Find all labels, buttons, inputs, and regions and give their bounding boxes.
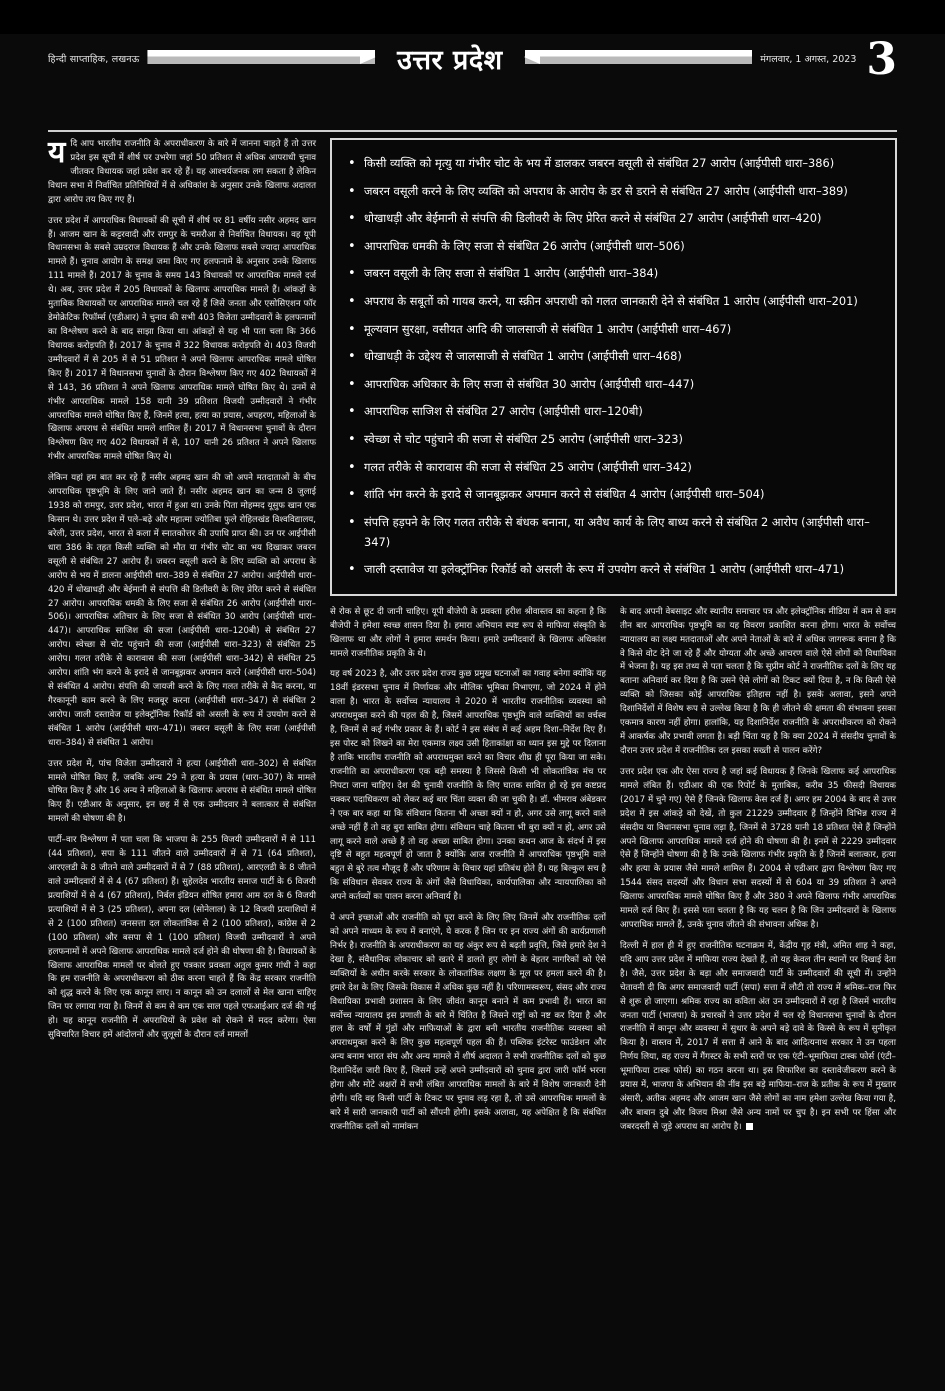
- paragraph: लेकिन यहां हम बात कर रहे हैं नसीर अहमद खान की जो अपने मतदाताओं के बीच आपराधिक पृष्ठभूमि के लिए जाने जाते हैं। नसीर अहमद खान का जन्म 8 जुलाई 1938 को रामपुर, उत्तर प्रदेश, भारत में हुआ था। उनके पिता मोहम्मद यूसुफ खान एक किसान थे। उत्तर प्रदेश में पले–बढ़े और महात्मा ज्योतिबा फुले रोहिलखंड विश्वविद्यालय, बरेली, उत्तर प्रदेश, भारत से कला में स्नातकोत्तर की उपाधि प्राप्त की। उन पर आईपीसी धारा 386 के तहत किसी व्यक्ति को मौत या गंभीर चोट का भय दिखाकर जबरन वसूली से संबंधित 27 आरोप हैं। जबरन वसूली करने के लिए व्यक्ति को अपराध के आरोप से भय में डालना आईपीसी धारा–389 से संबंधित 27 आरोप। आईपीसी धारा–420 में धोखाधड़ी और बेईमानी से संपत्ति की डिलीवरी के लिए प्रेरित करने से संबंधित 27 आरोप। आपराधिक धमकी के लिए सजा से संबंधित 26 आरोप (आईपीसी धारा–506)। आपराधिक अतिचार के लिए सजा से संबंधित 30 आरोप (आईपीसी धारा–447)। आपराधिक साजिश की सजा (आईपीसी धारा–120बी) से संबंधित 27 आरोप। स्वेच्छा से चोट पहुंचाने की सजा (आईपीसी धारा–323) से संबंधित 25 आरोप। गलत तरीके से कारावास की सजा (आईपीसी धारा–342) से संबंधित 25 आरोप। शांति भंग करने के इरादे से जानबूझकर अपमान करने (आईपीसी धारा–504) से संबंधित 4 आरोप। संपत्ति की जायजी करने के लिए गलत तरीके से कैद करना, या गैरकानूनी काम करने के लिए मजबूर करना (आईपीसी धारा–347) से संबंधित 2 आरोप। जाली दस्तावेज या इलेक्ट्रॉनिक रिकॉर्ड को असली के रूप में उपयोग करने से संबंधित 1 आरोप (आईपीसी धारा–471)। जबरन वसूली के लिए सजा (आईपीसी धारा–384) से संबंधित 1 आरोप।: [48, 473, 316, 748]
- masthead-left-bar: [147, 50, 375, 64]
- masthead: [48, 34, 897, 96]
- paragraph: के बाद अपनी वेबसाइट और स्थानीय समाचार पत्र और इलेक्ट्रॉनिक मीडिया में कम से कम तीन बार आपराधिक पृष्ठभूमि का यह विवरण प्रकाशित करना होगा। भारत के सर्वोच्च न्यायालय का लक्ष्य मतदाताओं और अपने नेताओं के बारे में अधिक जागरूक बनाना है कि वे किसे वोट देने जा रहे हैं और योग्यता और अच्छे आचरण वाले ऐसे लोगों को विधायिका में भेजना है। यह इस तथ्य से पता चलता है कि सुप्रीम कोर्ट ने राजनीतिक दलों के लिए यह बताना अनिवार्य कर दिया है कि उसने ऐसे लोगों को टिकट क्यों दिया है, न कि किसी ऐसे व्यक्ति को जिसका कोई आपराधिक इतिहास नहीं है। इसके अलावा, इसने अपने दिशानिर्देशों में विशेष रूप से उल्लेख किया है कि ही जीतने की क्षमता की संभावना इसका एकमात्र कारण नहीं होगा। हालांकि, यह दिशानिर्देश राजनीति के अपराधीकरण को रोकने में आकर्षक और प्रभावी लगता है। बड़ी चिंता यह है कि क्या 2024 में संसदीय चुनावों के दौरान उत्तर प्रदेश में राजनीतिक दल इसका सख्ती से पालन करेंगे?: [619, 606, 896, 756]
- masthead-title: उत्तर प्रदेश: [397, 44, 503, 76]
- list-item: • जबरन वसूली करने के लिए व्यक्ति को अपराध के आरोप के डर से डराने से संबंधित 27 आरोप (आईपीसी धारा–389): [362, 182, 879, 202]
- paragraph: उत्तर प्रदेश एक और ऐसा राज्य है जहां कई विधायक हैं जिनके खिलाफ कई आपराधिक मामले लंबित हैं। एडीआर की एक रिपोर्ट के मुताबिक, करीब 35 फीसदी विधायक (2017 में चुने गए) ऐसे हैं जिनके खिलाफ केस दर्ज हैं। अगर हम 2004 के बाद से उत्तर प्रदेश में इस आंकड़े को देखें, तो कुल 21229 उम्मीदवार हैं जिन्होंने विभिन्न राज्य में संसदीय या विधानसभा चुनाव लड़ा है, जिनमें से 3728 यानी 18 प्रतिशत ऐसे हैं जिन्होंने अपने खिलाफ आपराधिक मामले दर्ज होने की घोषणा की है। इनमें से 2229 उम्मीदवार ऐसे हैं जिन्होंने घोषणा की है कि उनके खिलाफ गंभीर प्रकृति के हैं जिनमें बलात्कार, हत्या और हत्या के प्रयास जैसे मामले शामिल हैं। 2004 से एडीआर द्वारा विश्लेषण किए गए 1544 संसद सदस्यों और विधान सभा सदस्यों में से 604 या 39 प्रतिशत ने अपने खिलाफ आपराधिक मामले घोषित किए हैं और 380 ने अपने खिलाफ गंभीर आपराधिक मामले दर्ज किए हैं। इससे पता चलता है कि यह चलन है कि जिन उम्मीदवारों के खिलाफ आपराधिक मामले हैं, उनके चुनाव जीतने की संभावना अधिक है।: [619, 766, 896, 931]
- list-item: • आपराधिक साजिश से संबंधित 27 आरोप (आईपीसी धारा–120बी): [362, 402, 879, 422]
- paragraph: ये अपने इच्छाओं और राजनीति को पूरा करने के लिए लिए जिनमें और राजनीतिक दलों को अपने माध्यम के रूप में बनाएंगे, ये करक हैं जिन पर इन राज्य अंगों की कार्यप्रणाली निर्भर है। राजनीति के अपराधीकरण का यह अंकुर रूप से बढ़ती प्रवृत्ति, जिसे हमारे देश ने देखा है, संवैधानिक लोकाचार को खतरे में डालते हुए लोगों के बेहतर नागरिकों को ऐसे व्यक्तियों के अधीन करके सरकार के लोकतांत्रिक लक्षण के मूल पर हमला करने की है। हमारे देश के लिए जिसके विकास में अधिक कुछ नहीं है। परिणामस्वरूप, संसद और राज्य विधायिका प्रभावी प्रशासन के लिए जीवंत कानून बनाने में कम प्रभावी हैं। भारत का सर्वोच्च न्यायालय इस प्रणाली के बारे में चिंतित है जिसने राष्ट्रों को नष्ट कर दिया है और हाल के वर्षों में गुंडों और माफियाओं के द्वारा बनी भारतीय राजनीतिक व्यवस्था को अपराधमुक्त करने के लिए कुछ महत्वपूर्ण पहल की हैं। पब्लिक इंटरेस्ट फाउंडेशन और अन्य बनाम भारत संघ और अन्य मामले में शीर्ष अदालत ने सभी राजनीतिक दलों को कुछ दिशानिर्देश जारी किए हैं, जिसमें उन्हें अपने उम्मीदवारों को चुनाव द्वारा जारी फॉर्म भरना होगा और मोटे अक्षरों में सभी लंबित आपराधिक मामलों के बारे में विशेष जानकारी देनी होगी। यदि वह किसी पार्टी के टिकट पर चुनाव लड़ रहा है, तो उसे आपराधिक मामलों के बारे में सारी जानकारी पार्टी को सौंपनी होगी। इसके अलावा, यह अपेक्षित है कि संबंधित राजनीतिक दलों को नामांकन: [329, 913, 606, 1132]
- list-item: • धोखाधड़ी के उद्देश्य से जालसाजी से संबंधित 1 आरोप (आईपीसी धारा–468): [362, 347, 879, 367]
- list-item: • जबरन वसूली के लिए सजा से संबंधित 1 आरोप (आईपीसी धारा–384): [362, 264, 879, 284]
- paragraph: उत्तर प्रदेश में आपराधिक विधायकों की सूची में शीर्ष पर 81 वर्षीय नसीर अहमद खान हैं। आजम खान के कट्टरवादी और रामपुर के चमरौआ से निर्वाचित विधायक। वह यूपी विधानसभा के सबसे उम्रदराज विधायक हैं और उनके खिलाफ सबसे ज्यादा आपराधिक मामले हैं। चुनाव आयोग के समक्ष जमा किए गए हलफनामे के अनुसार उनके खिलाफ 111 मामले हैं। 2017 के चुनाव के समय 143 विधायकों पर आपराधिक मामले दर्ज थे। अब, उत्तर प्रदेश में 205 विधायकों के खिलाफ आपराधिक मामले हैं। आंकड़ों के मुताबिक विधायकों पर आपराधिक मामले चल रहे हैं जिसे जनता और एसोसिएशन फॉर डेमोक्रेटिक रिफॉर्म्स (एडीआर) ने चुनाव की सभी 403 विजेता उम्मीदवारों के हलफनामों का विश्लेषण करने के बाद साझा किया था। आंकड़ों से यह भी पता चला कि 366 विधायक करोड़पति हैं। 2017 के चुनाव में 322 विधायक करोड़पति थे। 403 विजयी उम्मीदवारों में से 205 में से 51 प्रतिशत ने अपने खिलाफ आपराधिक मामले घोषित किए हैं। 2017 में विधानसभा चुनावों के दौरान विश्लेषण किए गए 402 विधायकों में से 143, 36 प्रतिशत ने अपने खिलाफ आपराधिक मामले घोषित किए थे। उनमें से गंभीर आपराधिक मामले 158 यानी 39 प्रतिशत विजयी उम्मीदवारों ने गंभीर आपराधिक मामले घोषित किए हैं, जिनमें हत्या, हत्या का प्रयास, अपहरण, महिलाओं के खिलाफ अपराध से संबंधित मामले शामिल हैं। 2017 में विधानसभा चुनावों के दौरान विश्लेषण किए गए 402 विधायकों में से, 107 यानी 26 प्रतिशत ने अपने खिलाफ गंभीर आपराधिक मामले घोषित किए थे।: [48, 215, 316, 463]
- list-item: • धोखाधड़ी और बेईमानी से संपत्ति की डिलीवरी के लिए प्रेरित करने से संबंधित 27 आरोप (आईपीसी धारा–420): [362, 209, 879, 229]
- charges-box: [330, 138, 897, 596]
- paragraph: पार्टी–वार विश्लेषण में पता चला कि भाजपा के 255 विजयी उम्मीदवारों में से 111 (44 प्रतिशत), सपा के 111 जीतने वाले उम्मीदवारों में से 71 (64 प्रतिशत), आरएलडी के 8 जीतने वाले उम्मीदवारों में से 7 (88 प्रतिशत), आरएलडी के 8 जीतने वाले उम्मीदवारों में से 4 (67 प्रतिशत) हैं। सुहेलदेव भारतीय समाज पार्टी के 6 विजयी प्रत्याशियों में से 4 (67 प्रतिशत), निर्बल इंडियन शोषित हमारा आम दल के 6 विजयी प्रत्याशियों में से 3 (25 प्रतिशत), अपना दल (सोनेलाल) के 12 विजयी प्रत्याशियों में से 2 (100 प्रतिशत) जनसत्ता दल लोकतांत्रिक से 2 (100 प्रतिशत), कांग्रेस से 2 (100 प्रतिशत) और बसपा से 1 (100 प्रतिशत) विजयी उम्मीदवारों ने अपने हलफनामों में अपने खिलाफ आपराधिक मामले दर्ज होने की घोषणा की है। विधायकों के खिलाफ आपराधिक मामलों पर बोलते हुए पत्रकार प्रवक्ता अतुल कुमार गांधी ने कहा कि हम राजनीति के अपराधीकरण को ठीक करना चाहते हैं कि केंद्र सरकार राजनीति को शुद्ध करने के लिए एक कानून लाए। न कानून को उन दलालों से मेल खाना चाहिए जिन पर लगाया गया है। जिनमें से कम से कम एक साल पहले एफआईआर दर्ज की गई हो। यह कानून राजनीति में अपराधियों के प्रवेश को रोकने में मदद करेगा। ऐसा सुविचारित विचार हमें आंदोलनों और जुलूसों के दौरान दर्ज मामलों: [48, 835, 316, 1041]
- column-one: [48, 135, 316, 1351]
- list-item: • मूल्यवान सुरक्षा, वसीयत आदि की जालसाजी से संबंधित 1 आरोप (आईपीसी धारा–467): [362, 320, 879, 340]
- list-item: • जाली दस्तावेज या इलेक्ट्रॉनिक रिकॉर्ड को असली के रूप में उपयोग करने से संबंधित 1 आरोप (आईपीसी धारा–471): [362, 560, 879, 580]
- lower-columns: [330, 606, 897, 1142]
- paragraph: से रोक से छूट दी जानी चाहिए। यूपी बीजेपी के प्रवक्ता हरीश श्रीवास्तव का कहना है कि बीजेपी ने हमेशा स्वच्छ शासन दिया है। हमारा अभियान स्पष्ट रूप से माफिया संस्कृति के खिलाफ था और लोगों ने हमारा समर्थन किया। हमारे उम्मीदवारों के खिलाफ अधिकांश मामले राजनीतिक प्रकृति के थे।: [329, 606, 606, 659]
- right-region: [330, 138, 897, 1351]
- paragraph-text: दिल्ली में हाल ही में हुए राजनीतिक घटनाक्रम में, केंद्रीय गृह मंत्री, अमित शाह ने कहा, यदि आप उत्तर प्रदेश में माफिया राज्य देखते हैं, तो यह केवल तीन स्थानों पर दिखाई देता है। जैसे, उत्तर प्रदेश के बड़ा और समाजवादी पार्टी के उम्मीदवारों की सूची में। उन्होंने चेतावनी दी कि अगर समाजवादी पार्टी (सपा) सत्ता में लौटी तो राज्य में श्रमिक–राज फिर से शुरू हो जाएगा। श्रमिक राज्य का कविता अंत उन उम्मीदवारों में रहा है जिसमें भारतीय जनता पार्टी (भाजपा) के प्रचारकों ने उत्तर प्रदेश में चल रहे विधानसभा चुनावों के दौरान राजनीति में कानून और व्यवस्था में सुधार के अपने बड़े दावे के किस्से के रूप में सुनीकृत किया है। वास्तव में, 2017 में सत्ता में आने के बाद आदित्यनाथ सरकार ने उन पहला निर्णय लिया, वह राज्य में गैंगस्टर के सभी स्तरों पर एक एंटी–भूमाफिया टास्क फोर्स (एंटी–भूमाफिया टास्क फोर्स) का गठन करना था। इस सिफारिश का दस्तावेजीकरण करने के प्रयास में, भाजपा के अभियान की नींव इस बड़े माफिया–राज के प्रतीक के रूप में मुख्तार अंसारी, अतीक अहमद और आजम खान जैसे लोगों का नाम हमेशा उल्लेख किया गया है, और बाबान दुबे और विजय मिश्रा जैसे अन्य नामों पर चुप है। इन सभी पर हिंसा और जबरदस्ती से जुड़े अपराध का आरोप है।: [619, 940, 896, 1132]
- list-item: • गलत तरीके से कारावास की सजा से संबंधित 25 आरोप (आईपीसी धारा–342): [362, 458, 879, 478]
- masthead-right-bar: [525, 50, 753, 64]
- charges-list: [346, 154, 879, 580]
- list-item: • आपराधिक अधिकार के लिए सजा से संबंधित 30 आरोप (आईपीसी धारा–447): [362, 375, 879, 395]
- paragraph: उत्तर प्रदेश में, पांच विजेता उम्मीदवारों ने हत्या (आईपीसी धारा–302) से संबंधित मामले घोषित किए हैं, जबकि अन्य 29 ने हत्या के प्रयास (धारा–307) के मामले घोषित किए हैं और 16 अन्य ने महिलाओं के खिलाफ अपराध से संबंधित मामले घोषित किए हैं। एडीआर के अनुसार, इन छह में से एक उम्मीदवार ने बलात्कार से संबंधित मामलों की घोषणा की है।: [48, 758, 316, 825]
- column-two: [330, 606, 606, 1142]
- paragraph-final: [620, 940, 896, 1135]
- list-item: • किसी व्यक्ति को मृत्यु या गंभीर चोट के भय में डालकर जबरन वसूली से संबंधित 27 आरोप (आईपीसी धारा–386): [362, 154, 879, 174]
- page-number: 3: [866, 34, 898, 86]
- masthead-rule: [48, 130, 897, 132]
- newspaper-page: [0, 34, 945, 1391]
- paragraph: यदि आप भारतीय राजनीति के अपराधीकरण के बारे में जानना चाहते हैं तो उत्तर प्रदेश इस सूची में शीर्ष पर उभरेगा जहां 50 प्रतिशत से अधिक आपराधी चुनाव जीतकर विधायक जहां प्रवेश कर रहे हैं। यह आश्चर्यजनक लग सकता है लेकिन विधान सभा में निर्वाचित प्रतिनिधियों में से अधिकांश के अनुसार उनके खिलाफ अदालत द्वारा आरोप तय किए गए हैं।: [48, 135, 316, 205]
- list-item: • शांति भंग करने के इरादे से जानबूझकर अपमान करने से संबंधित 4 आरोप (आईपीसी धारा–504): [362, 485, 879, 505]
- article-body: [48, 135, 897, 1351]
- masthead-date: मंगलवार, 1 अगस्त, 2023: [760, 53, 857, 65]
- list-item: • स्वेच्छा से चोट पहुंचाने की सजा से संबंधित 25 आरोप (आईपीसी धारा–323): [362, 430, 879, 450]
- masthead-left-label: हिन्दी साप्ताहिक, लखनऊ: [48, 53, 140, 65]
- paragraph: यह वर्ष 2023 है, और उत्तर प्रदेश राज्य कुछ प्रमुख घटनाओं का गवाह बनेगा क्योंकि यह 18वीं इंडरसभा चुनाव में निर्णायक और मौलिक भूमिका निभाएगा, जो 2024 में होने वाला है। भारत के सर्वोच्च न्यायालय ने 2020 में भारतीय राजनीतिक व्यवस्था को अपराधमुक्त करने की पहल की है, जिसमें आपराधिक पृष्ठभूमि वाले व्यक्तियों का वर्चस्व है, जिनमें से कई गंभीर प्रकार के हैं। कोर्ट ने इस संबंध में कई अहम दिशा–निर्देश दिए हैं। इस पोस्ट को लिखने का मेरा एकमात्र लक्ष्य उसी हिताकांक्षा का ध्यान इस मुद्दे पर दिलाना है ताकि भारतीय राजनीति को अपराधमुक्त करने का विचार शीघ्र ही पूरा किया जा सके। राजनीति का अपराधीकरण एक बड़ी समस्या है जिससे किसी भी लोकतांत्रिक मंच पर निपटा जाना चाहिए। देश की चुनावी राजनीति के लिए घातक सावित हो रहे इस कष्टप्रद चक्कर पदाधिकरण को लेकर कई बार चिंता व्यक्त की जा चुकी है। डॉ. भीमराव अंबेडकर ने एक बार कहा था कि संविधान कितना भी अच्छा क्यों न हो, अगर उसे लागू करने वाले अच्छे नहीं हैं तो वह बुरा साबित होगा। संविधान चाहे कितना भी बुरा क्यों न हो, अगर उसे लागू करने वाले अच्छे हैं तो वह अच्छा साबित होगा। उनका कथन आज के संदर्भ में इस दृष्टि से बहुत महत्वपूर्ण हो जाता है क्योंकि आज राजनीति में आपराधिक पृष्ठभूमि वाले बहुत से बुरे तत्व मौजूद हैं और परिणाम के विचार यहां प्रतिबंध होते हैं। यह बिल्कुल सच है कि संविधान सेवकर राज्य के अंगों जैसे विधायिका, कार्यपालिका और न्यायपालिका को अपने कर्तव्यों का पालन करना अनिवार्य है।: [329, 669, 606, 903]
- column-three: [620, 606, 896, 1142]
- list-item: • संपत्ति हड़पने के लिए गलत तरीके से बंधक बनाना, या अवैध कार्य के लिए बाध्य करने से संबंधित 2 आरोप (आईपीसी धारा–347): [362, 513, 879, 552]
- end-mark: [746, 1123, 753, 1130]
- list-item: • आपराधिक धमकी के लिए सजा से संबंधित 26 आरोप (आईपीसी धारा–506): [362, 237, 879, 257]
- list-item: • अपराध के सबूतों को गायब करने, या स्क्रीन अपराधी को गलत जानकारी देने से संबंधित 1 आरोप (आईपीसी धारा–201): [362, 292, 879, 312]
